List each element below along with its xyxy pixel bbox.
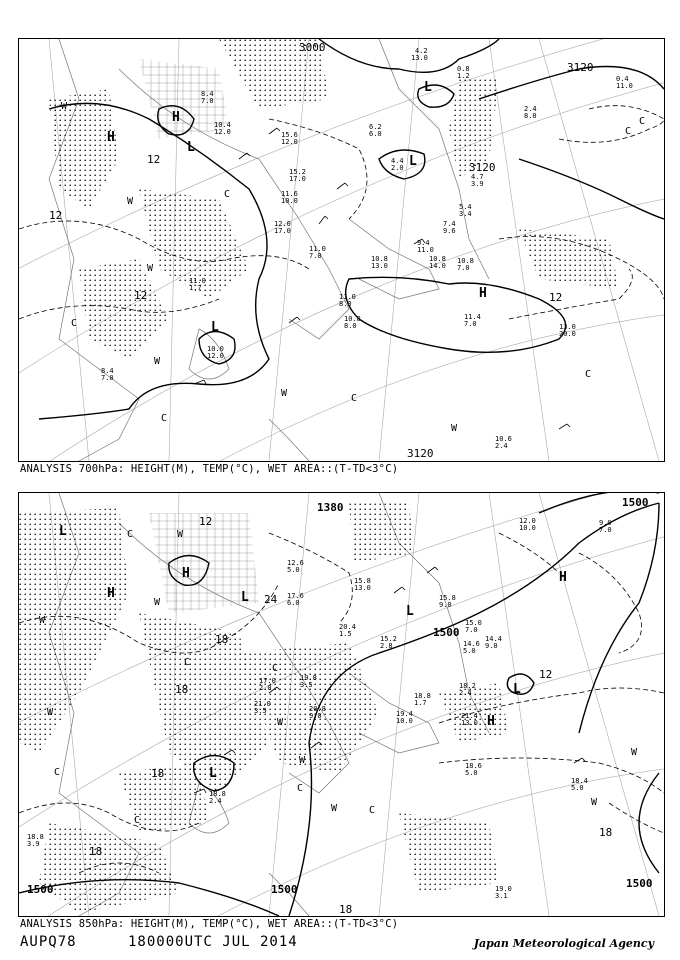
contour-label: 1500 — [271, 883, 298, 896]
contour-label: 18 — [339, 903, 353, 916]
station-temp: 4.7 — [471, 173, 484, 181]
map-850hpa-canvas — [19, 493, 664, 916]
station-dewpoint-depression: 9.0 — [439, 601, 452, 609]
station-temp: 15.2 — [289, 168, 306, 176]
cold-mark: C — [585, 369, 592, 380]
station-dewpoint-depression: 11.0 — [616, 82, 633, 90]
station-dewpoint-depression: 3.5 — [254, 707, 267, 715]
station-dewpoint-depression: 8.0 — [524, 112, 537, 120]
height-contours — [39, 39, 664, 419]
high-pressure-mark: H — [107, 586, 115, 601]
station-temp: 9.4 — [417, 239, 430, 247]
station-temp: 0.4 — [616, 75, 629, 83]
station-temp: 12.6 — [287, 559, 304, 567]
station-dewpoint-depression: 7.0 — [599, 526, 612, 534]
low-pressure-mark: L — [513, 682, 521, 697]
low-pressure-mark: L — [59, 524, 67, 539]
station-temp: 5.4 — [459, 203, 472, 211]
station-temp: 9.0 — [599, 519, 612, 527]
map-700hpa-canvas — [19, 39, 664, 461]
contour-label: 3120 — [469, 161, 496, 174]
station-dewpoint-depression: 1.2 — [457, 72, 470, 80]
contour-label: 1500 — [622, 496, 649, 509]
station-dewpoint-depression: 9.0 — [485, 642, 498, 650]
contour-label: 1500 — [626, 877, 653, 890]
contour-label: 18 — [215, 633, 229, 646]
station-dewpoint-depression: 1.7 — [414, 699, 427, 707]
station-dewpoint-depression: 6.0 — [287, 599, 300, 607]
station-temp: 15.2 — [380, 635, 397, 643]
warm-mark: W — [47, 707, 54, 718]
station-temp: 15.6 — [281, 131, 298, 139]
contour-label: 12 — [49, 209, 63, 222]
station-temp: 12.0 — [519, 517, 536, 525]
high-pressure-mark: H — [172, 110, 180, 125]
station-temp: 4.2 — [415, 47, 428, 55]
station-dewpoint-depression: 3.9 — [27, 840, 40, 848]
station-temp: 18.4 — [571, 777, 588, 785]
station-dewpoint-depression: 6.0 — [369, 130, 382, 138]
station-temp: 17.6 — [287, 592, 304, 600]
contour-label: 12 — [539, 668, 553, 681]
contour-label: 18 — [89, 845, 103, 858]
station-temp: 21.4 — [461, 712, 478, 720]
cold-mark: C — [184, 657, 191, 668]
station-dewpoint-depression: 5.0 — [287, 566, 300, 574]
contour-label: 3120 — [567, 61, 594, 74]
warm-mark: W — [331, 803, 338, 814]
cold-mark: C — [297, 783, 304, 794]
cold-mark: C — [127, 529, 134, 540]
contour-label: 1500 — [27, 883, 54, 896]
station-temp: 7.4 — [443, 220, 456, 228]
contour-label: 18 — [599, 826, 613, 839]
station-dewpoint-depression: 20.0 — [559, 330, 576, 338]
wind-barbs — [194, 128, 570, 429]
cold-mark: C — [161, 413, 168, 424]
station-dewpoint-depression: 2.4 — [209, 797, 222, 805]
station-dewpoint-depression: 7.0 — [464, 320, 477, 328]
station-dewpoint-depression: 1.5 — [339, 630, 352, 638]
station-dewpoint-depression: 10.0 — [281, 197, 298, 205]
station-temp: 6.2 — [369, 123, 382, 131]
station-dewpoint-depression: 5.0 — [463, 647, 476, 655]
station-dewpoint-depression: 10.0 — [519, 524, 536, 532]
contour-label: 24 — [264, 593, 278, 606]
station-dewpoint-depression: 2.4 — [495, 442, 508, 450]
station-dewpoint-depression: 13.0 — [411, 54, 428, 62]
station-temp: 18.8 — [414, 692, 431, 700]
high-pressure-mark: H — [487, 714, 495, 729]
cold-mark: C — [625, 126, 632, 137]
station-temp: 19.8 — [300, 674, 317, 682]
warm-mark: W — [631, 747, 638, 758]
warm-mark: W — [154, 597, 161, 608]
contour-label: 12 — [134, 289, 148, 302]
station-temp: 2.4 — [524, 105, 537, 113]
station-temp: 20.8 — [309, 705, 326, 713]
low-pressure-mark: L — [406, 604, 414, 619]
warm-mark: W — [177, 529, 184, 540]
warm-mark: W — [277, 717, 284, 728]
agency-name: Japan Meteorological Agency — [473, 937, 654, 950]
cold-mark: C — [224, 189, 231, 200]
station-dewpoint-depression: 3.9 — [471, 180, 484, 188]
warm-mark: W — [299, 755, 306, 766]
map-850hpa-caption: ANALYSIS 850hPa: HEIGHT(M), TEMP(°C), WET AREA::(T-TD<3°C) — [20, 918, 399, 930]
station-dewpoint-depression: 1.7 — [189, 284, 202, 292]
contour-label: 12 — [147, 153, 161, 166]
map-700hpa — [18, 38, 665, 462]
contour-label: 3120 — [407, 447, 434, 460]
contour-label: 1500 — [433, 626, 460, 639]
station-dewpoint-depression: 3.4 — [459, 210, 472, 218]
station-temp: 8.4 — [201, 90, 214, 98]
station-dewpoint-depression: 12.0 — [281, 138, 298, 146]
station-dewpoint-depression: 5.0 — [571, 784, 584, 792]
station-dewpoint-depression: 8.0 — [344, 322, 357, 330]
station-temp: 11.6 — [281, 190, 298, 198]
station-temp: 15.8 — [354, 577, 371, 585]
station-dewpoint-depression: 9.6 — [443, 227, 456, 235]
cold-mark: C — [134, 815, 141, 826]
station-temp: 19.0 — [495, 885, 512, 893]
station-dewpoint-depression: 17.0 — [274, 227, 291, 235]
station-dewpoint-depression: 2.4 — [459, 689, 472, 697]
station-temp: 15.8 — [439, 594, 456, 602]
contour-label: 18 — [175, 683, 189, 696]
high-pressure-mark: H — [559, 570, 567, 585]
station-temp: 12.0 — [274, 220, 291, 228]
station-dewpoint-depression: 13.0 — [461, 719, 478, 727]
low-pressure-mark: L — [187, 140, 195, 155]
station-temp: 4.4 — [391, 157, 404, 165]
warm-mark: W — [61, 101, 68, 112]
station-dewpoint-depression: 3.5 — [300, 681, 313, 689]
station-dewpoint-depression: 7.0 — [309, 252, 322, 260]
analysis-time: 180000UTC JUL 2014 — [128, 934, 298, 950]
station-temp: 13.0 — [559, 323, 576, 331]
cold-mark: C — [71, 318, 78, 329]
station-temp: 18.8 — [27, 833, 44, 841]
contour-label: 1380 — [317, 501, 344, 514]
station-dewpoint-depression: 14.0 — [429, 262, 446, 270]
station-dewpoint-depression: 2.0 — [391, 164, 404, 172]
station-temp: 10.6 — [495, 435, 512, 443]
wet-areas — [49, 39, 619, 359]
low-pressure-mark: L — [211, 320, 219, 335]
map-850hpa — [18, 492, 665, 917]
high-pressure-mark: H — [182, 566, 190, 581]
station-dewpoint-depression: 13.0 — [354, 584, 371, 592]
station-temp: 14.4 — [485, 635, 502, 643]
map-700hpa-caption: ANALYSIS 700hPa: HEIGHT(M), TEMP(°C), WET AREA::(T-TD<3°C) — [20, 463, 399, 475]
warm-mark: W — [154, 356, 161, 367]
warm-mark: W — [281, 388, 288, 399]
station-temp: 20.4 — [339, 623, 356, 631]
station-temp: 10.8 — [429, 255, 446, 263]
cold-mark: C — [54, 767, 61, 778]
bulletin-code: AUPQ78 — [20, 934, 77, 950]
station-temp: 10.0 — [207, 345, 224, 353]
cold-mark: C — [351, 393, 358, 404]
station-temp: 15.0 — [465, 619, 482, 627]
warm-mark: W — [451, 423, 458, 434]
station-temp: 17.0 — [259, 677, 276, 685]
station-dewpoint-depression: 2.0 — [259, 684, 272, 692]
warm-mark: W — [147, 263, 154, 274]
low-pressure-mark: L — [424, 80, 432, 95]
station-dewpoint-depression: 17.0 — [289, 175, 306, 183]
station-dewpoint-depression: 12.0 — [214, 128, 231, 136]
station-dewpoint-depression: 2.8 — [380, 642, 393, 650]
station-temp: 14.6 — [463, 640, 480, 648]
contour-label: 12 — [199, 515, 213, 528]
station-dewpoint-depression: 13.0 — [371, 262, 388, 270]
station-temp: 11.0 — [309, 245, 326, 253]
contour-label: 12 — [549, 291, 563, 304]
station-temp: 10.8 — [457, 257, 474, 265]
station-temp: 21.0 — [254, 700, 271, 708]
station-dewpoint-depression: 3.1 — [495, 892, 508, 900]
station-dewpoint-depression: 7.0 — [465, 626, 478, 634]
station-dewpoint-depression: 8.0 — [339, 300, 352, 308]
cold-mark: C — [369, 805, 376, 816]
station-temp: 10.4 — [214, 121, 231, 129]
contour-label: 18 — [151, 767, 165, 780]
low-pressure-mark: L — [241, 590, 249, 605]
warm-mark: W — [39, 615, 46, 626]
station-temp: 19.4 — [396, 710, 413, 718]
station-temp: 18.6 — [465, 762, 482, 770]
low-pressure-mark: L — [409, 154, 417, 169]
station-dewpoint-depression: 7.0 — [457, 264, 470, 272]
station-dewpoint-depression: 7.0 — [201, 97, 214, 105]
station-temp: 8.4 — [101, 367, 114, 375]
station-dewpoint-depression: 7.0 — [101, 374, 114, 382]
station-dewpoint-depression: 9.0 — [309, 712, 322, 720]
contour-label: 3000 — [299, 41, 326, 54]
low-pressure-mark: L — [209, 766, 217, 781]
station-dewpoint-depression: 11.0 — [417, 246, 434, 254]
station-temp: 10.8 — [344, 315, 361, 323]
station-dewpoint-depression: 5.0 — [465, 769, 478, 777]
station-temp: 10.8 — [371, 255, 388, 263]
station-temp: 18.2 — [459, 682, 476, 690]
warm-mark: W — [591, 797, 598, 808]
station-temp: 18.8 — [209, 790, 226, 798]
station-temp: 0.8 — [457, 65, 470, 73]
cold-mark: C — [639, 116, 646, 127]
high-pressure-mark: H — [107, 130, 115, 145]
station-dewpoint-depression: 12.0 — [207, 352, 224, 360]
station-dewpoint-depression: 10.0 — [396, 717, 413, 725]
station-temp: 11.0 — [339, 293, 356, 301]
high-pressure-mark: H — [479, 286, 487, 301]
warm-mark: W — [127, 196, 134, 207]
station-temp: 11.0 — [189, 277, 206, 285]
station-temp: 11.4 — [464, 313, 481, 321]
cold-mark: C — [272, 663, 279, 674]
